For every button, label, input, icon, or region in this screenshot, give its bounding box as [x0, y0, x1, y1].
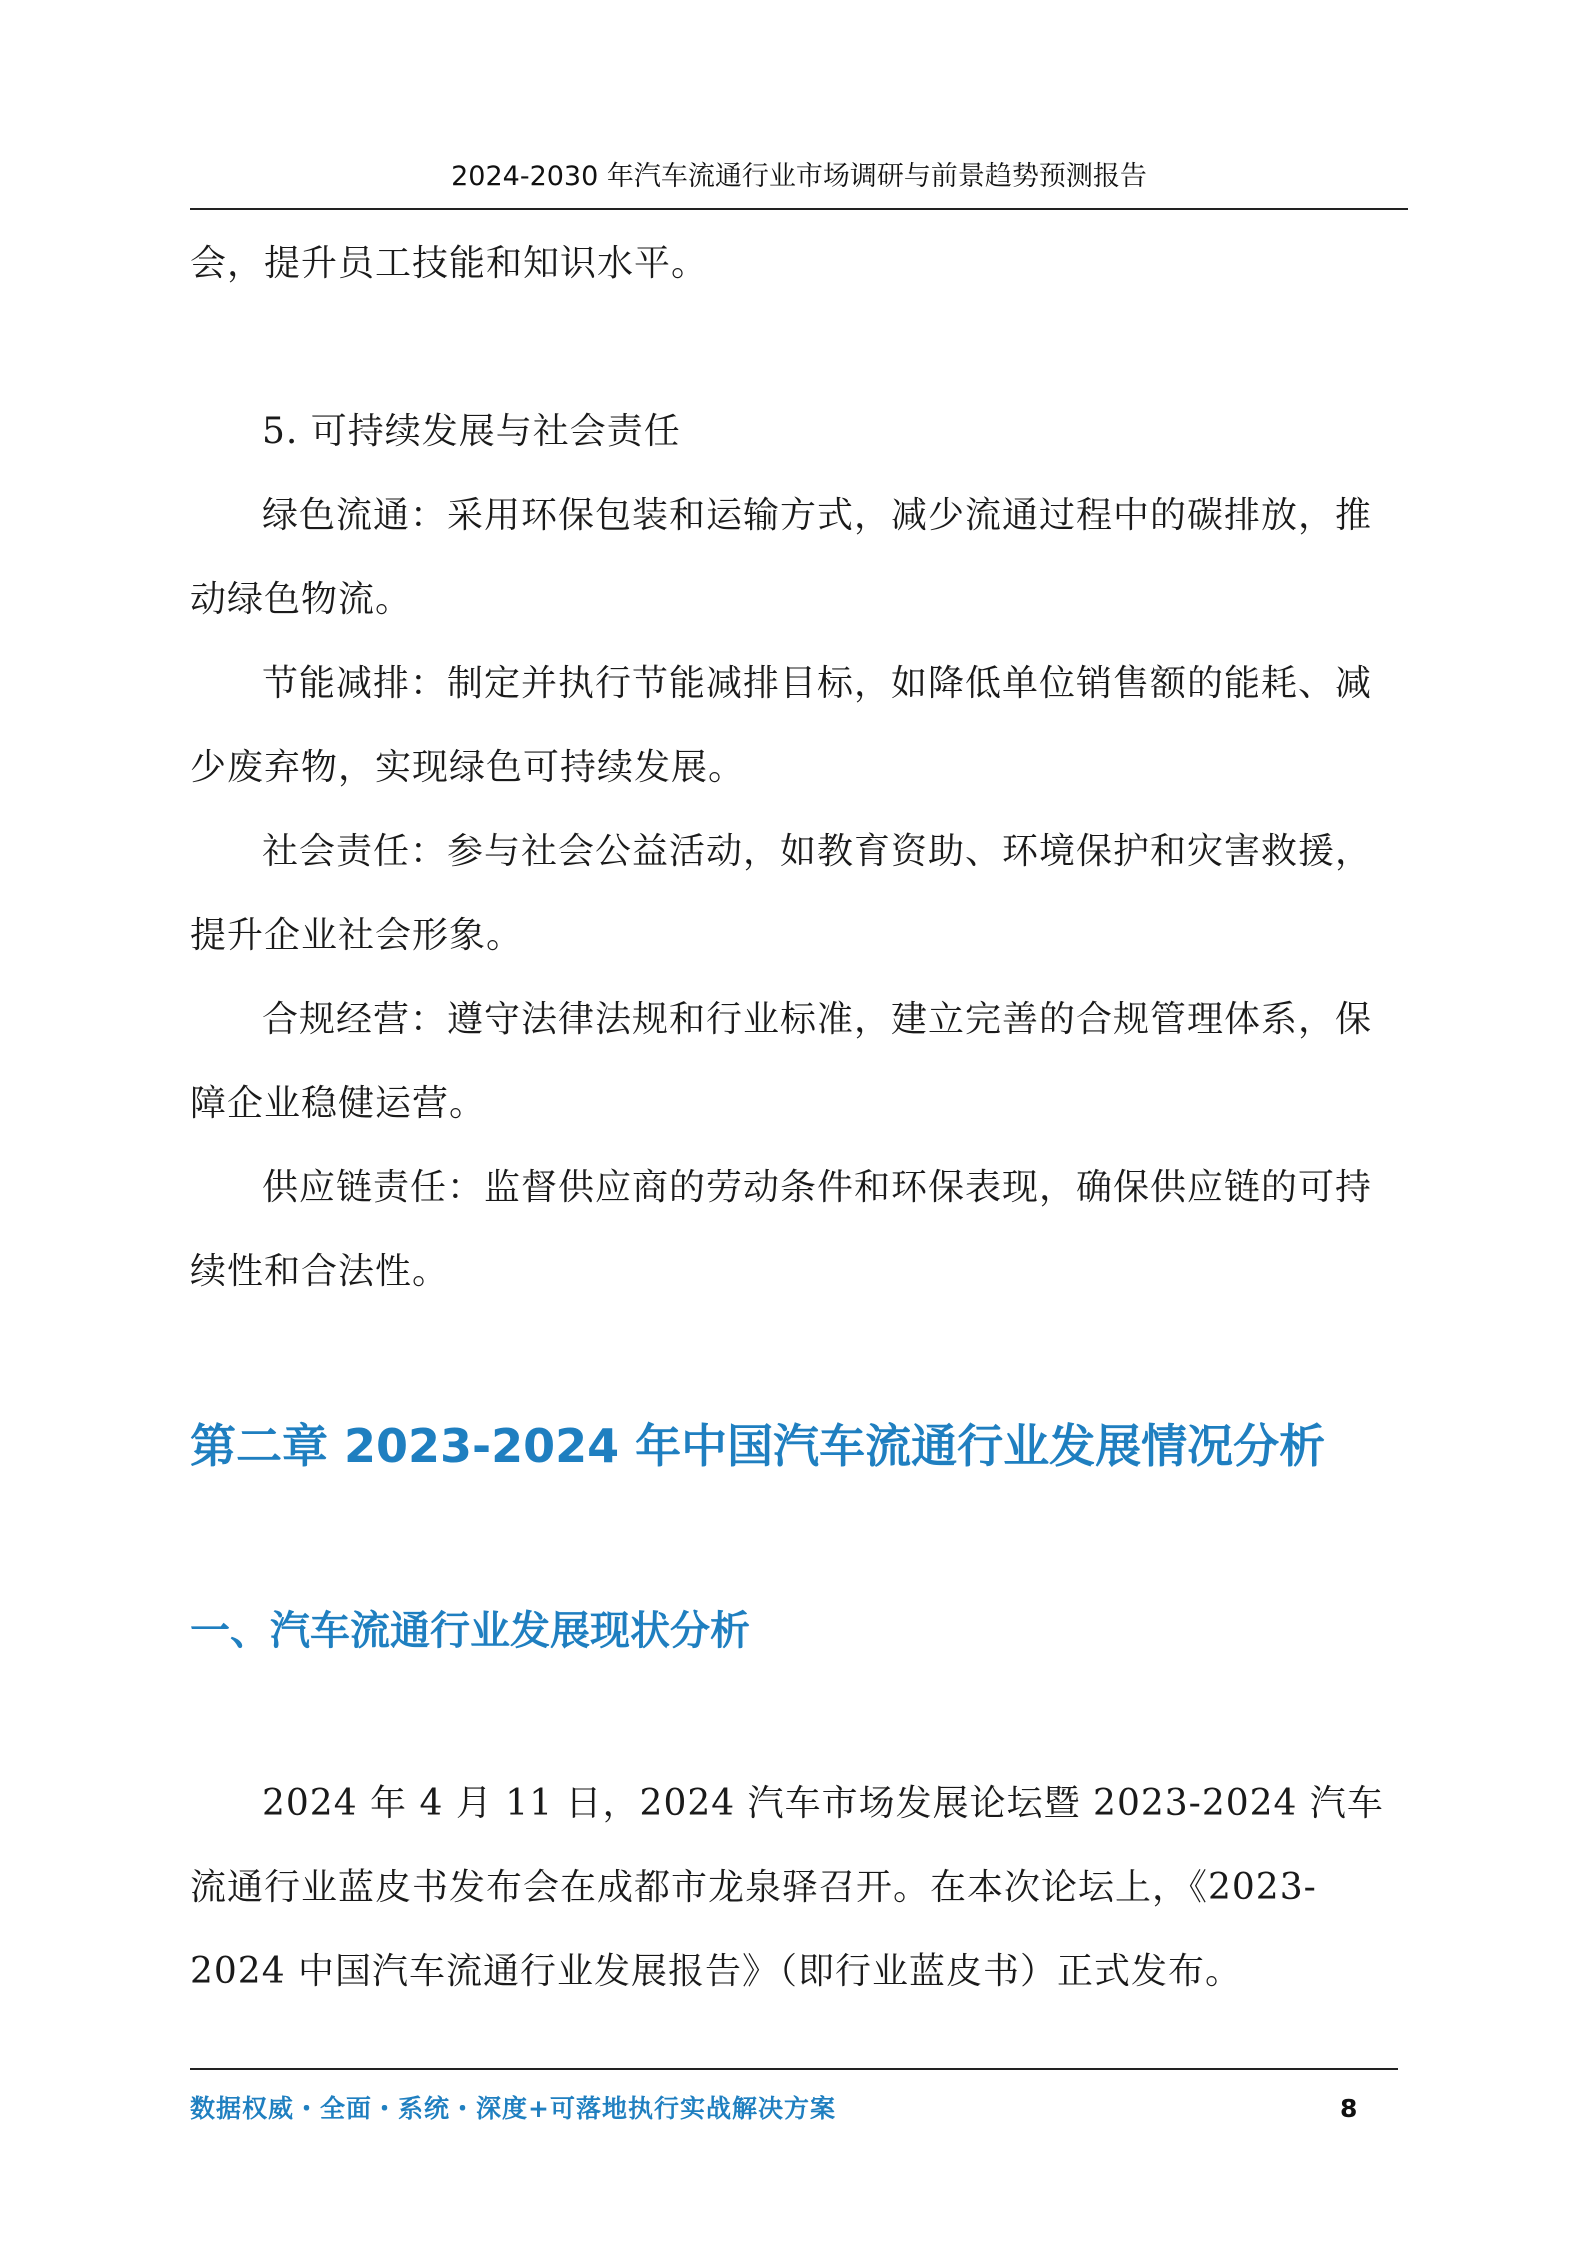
chapter-title: 第二章 2023-2024 年中国汽车流通行业发展情况分析: [190, 1419, 1326, 1473]
header-divider: [190, 208, 1408, 210]
paragraph-social-responsibility: 社会责任：参与社会公益活动，如教育资助、环境保护和灾害救援，提升企业社会形象。: [190, 831, 1373, 956]
paragraph-gap: [190, 306, 1408, 390]
subsection-heading-sustainability: 5. 可持续发展与社会责任: [262, 411, 681, 452]
paragraph-supply-chain: 供应链责任：监督供应商的劳动条件和环保表现，确保供应链的可持续性和合法性。: [190, 1167, 1373, 1292]
paragraph-green-circulation: 绿色流通：采用环保包装和运输方式，减少流通过程中的碳排放，推动绿色物流。: [190, 495, 1373, 620]
footer-slogan: 数据权威・全面・系统・深度+可落地执行实战解决方案: [190, 2094, 836, 2123]
paragraph-compliance: 合规经营：遵守法律法规和行业标准，建立完善的合规管理体系，保障企业稳健运营。: [190, 999, 1373, 1124]
body-text-bottom: [190, 1762, 1408, 2014]
footer-divider: [190, 2068, 1398, 2070]
page-number: 8: [1340, 2094, 1358, 2123]
paragraph-energy-saving: 节能减排：制定并执行节能减排目标，如降低单位销售额的能耗、减少废弃物，实现绿色可持续发展。: [190, 663, 1373, 788]
paragraph-forum-news: 2024 年 4 月 11 日，2024 汽车市场发展论坛暨 2023-2024 汽车流通行业蓝皮书发布会在成都市龙泉驿召开。在本次论坛上，《2023-2024 中国汽车流通行业发展报告》（即行业蓝皮书）正式发布。: [190, 1783, 1384, 1992]
paragraph-continuation: 会，提升员工技能和知识水平。: [190, 243, 709, 284]
section-title: 一、汽车流通行业发展现状分析: [190, 1608, 750, 1654]
page-header-title: 2024-2030 年汽车流通行业市场调研与前景趋势预测报告: [451, 161, 1147, 192]
body-text-top: [190, 222, 1408, 1314]
